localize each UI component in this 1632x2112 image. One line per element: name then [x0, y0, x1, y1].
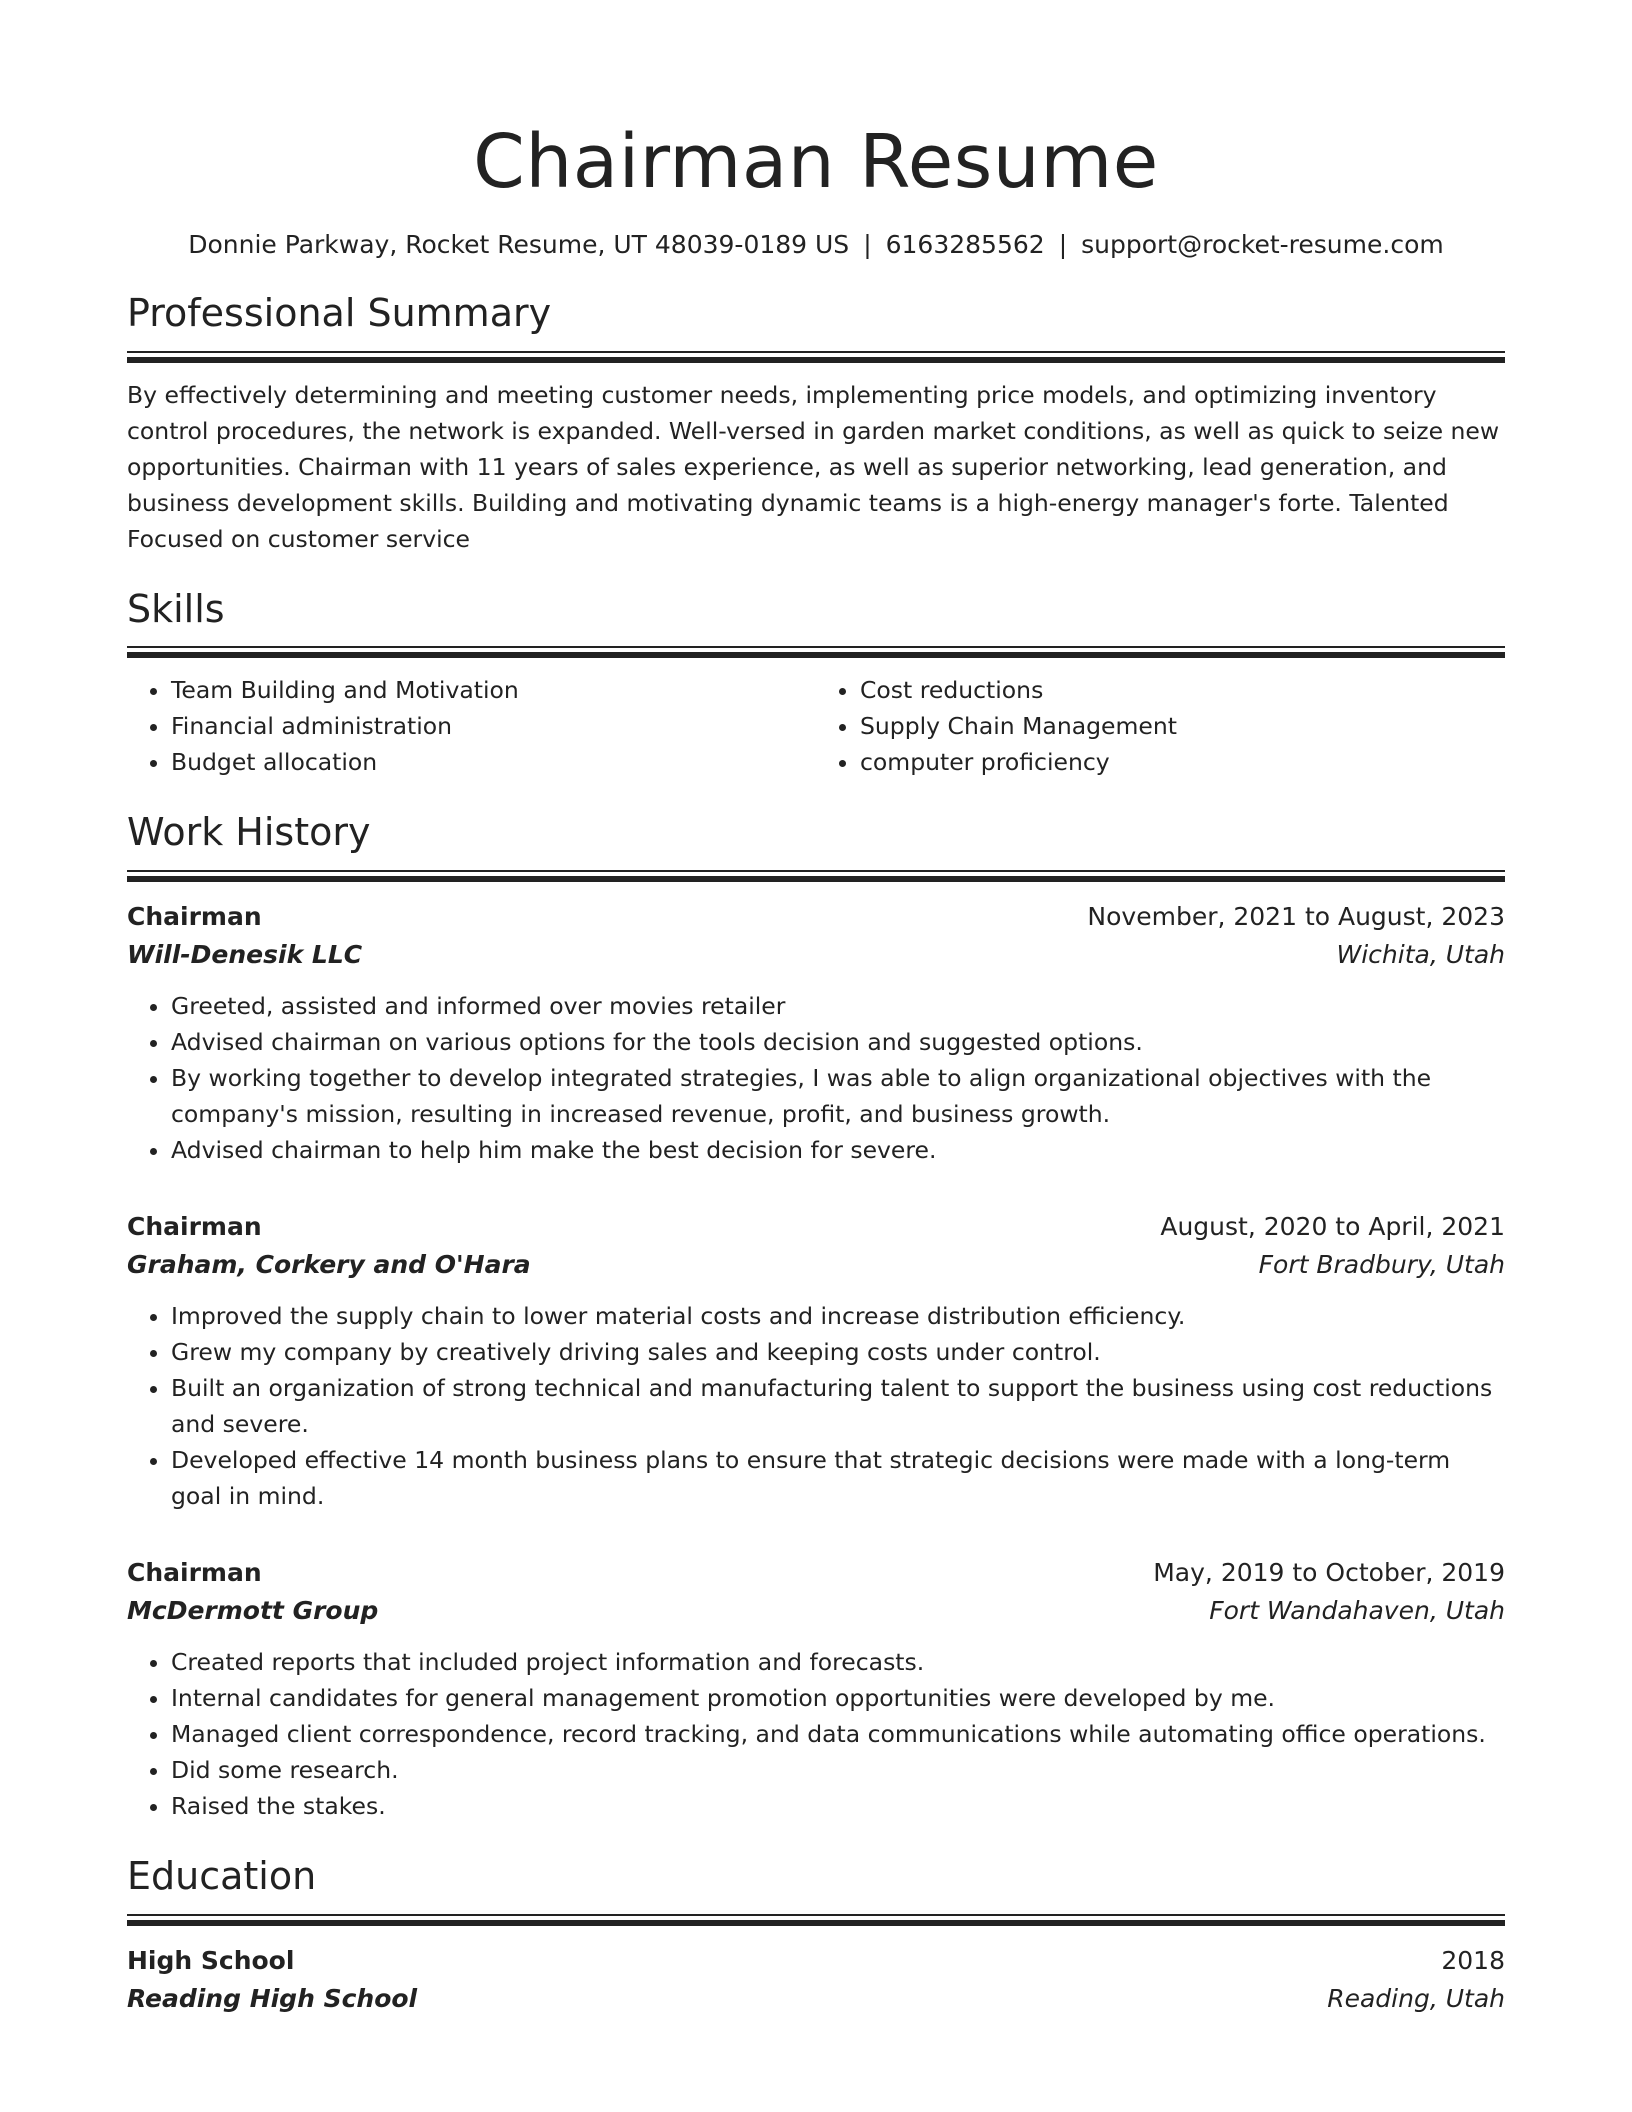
education-entry: [127, 1942, 1505, 2018]
summary-section: [127, 291, 1505, 557]
job-bullet: • Managed client correspondence, record tracking, and data communications while automating office operations.: [171, 1716, 1505, 1752]
job-bullet: • Advised chairman to help him make the best decision for severe.: [171, 1132, 1505, 1168]
skills-column-left: [127, 672, 816, 780]
job-company: McDermott Group: [127, 1596, 379, 1626]
contact-line: [127, 229, 1505, 262]
summary-text: By effectively determining and meeting customer needs, implementing price models, and optimizing inventory control procedures, the network is expanded. Well-versed in garden market conditions, as well as quick to seize new opportunities. Chairman with 11 years of sales experience, as well as superior networking, lead generation, and business development skills. Building and motivating dynamic teams is a high-energy manager's forte. Talented Focused on customer service: [127, 380, 1500, 553]
skills-heading: Skills: [127, 586, 225, 631]
job-bullet: • By working together to develop integrated strategies, I was able to align organizational objectives with the company's mission, resulting in increased revenue, profit, and business growth.: [171, 1060, 1505, 1132]
contact-phone: 6163285562: [885, 229, 1045, 259]
job-bullet: • Grew my company by creatively driving sales and keeping costs under control.: [171, 1334, 1505, 1370]
job-location: Wichita, Utah: [1336, 940, 1505, 970]
job-title: Chairman: [127, 1558, 262, 1588]
job-bullet: • Internal candidates for general management promotion opportunities were developed by me.: [171, 1680, 1505, 1716]
education-school: Reading High School: [127, 1983, 418, 2013]
work-history-heading: Work History: [127, 810, 371, 855]
job-entry: [127, 1554, 1505, 1824]
contact-separator: |: [1058, 229, 1068, 259]
education-section: [127, 1854, 1505, 2018]
job-bullet: • Created reports that included project information and forecasts.: [171, 1644, 1505, 1680]
skills-column-right: [816, 672, 1505, 780]
job-bullet: • Built an organization of strong technical and manufacturing talent to support the business using cost reductions and severe.: [171, 1370, 1505, 1442]
job-bullets: [127, 1298, 1505, 1514]
work-history-section: [127, 810, 1505, 1824]
job-bullet: • Developed effective 14 month business plans to ensure that strategic decisions were made with a long-term goal in mind.: [171, 1442, 1505, 1514]
skills-list: [127, 672, 1505, 780]
summary-heading: Professional Summary: [127, 291, 552, 336]
job-title: Chairman: [127, 1212, 262, 1242]
education-location: Reading, Utah: [1327, 1983, 1505, 2013]
skill-item: • Team Building and Motivation: [171, 672, 816, 708]
job-company: Graham, Corkery and O'Hara: [127, 1250, 531, 1280]
job-location: Fort Bradbury, Utah: [1258, 1250, 1505, 1280]
job-bullet: • Raised the stakes.: [171, 1788, 1505, 1824]
job-company: Will-Denesik LLC: [127, 940, 363, 970]
job-bullet: • Greeted, assisted and informed over movies retailer: [171, 988, 1505, 1024]
skill-item: • computer proficiency: [860, 744, 1505, 780]
section-divider: [127, 1920, 1505, 1926]
skill-item: • Budget allocation: [171, 744, 816, 780]
job-entry: [127, 1208, 1505, 1514]
skills-section: [127, 587, 1505, 781]
job-location: Fort Wandahaven, Utah: [1209, 1596, 1505, 1626]
page-title: Chairman Resume: [473, 119, 1159, 205]
section-divider: [127, 652, 1505, 658]
job-bullet: • Improved the supply chain to lower material costs and increase distribution efficiency.: [171, 1298, 1505, 1334]
job-dates: November, 2021 to August, 2023: [1087, 902, 1505, 932]
contact-address: Donnie Parkway, Rocket Resume, UT 48039-0189 US: [188, 229, 850, 259]
job-bullet: • Advised chairman on various options for the tools decision and suggested options.: [171, 1024, 1505, 1060]
job-title: Chairman: [127, 902, 262, 932]
education-heading: Education: [127, 1854, 317, 1899]
job-entry: [127, 898, 1505, 1168]
section-divider: [127, 357, 1505, 363]
job-dates: August, 2020 to April, 2021: [1160, 1212, 1505, 1242]
skill-item: • Financial administration: [171, 708, 816, 744]
job-bullets: [127, 1644, 1505, 1824]
section-divider: [127, 876, 1505, 882]
contact-separator: |: [863, 229, 872, 259]
job-bullets: [127, 988, 1505, 1168]
skill-item: • Supply Chain Management: [860, 708, 1505, 744]
job-dates: May, 2019 to October, 2019: [1153, 1558, 1505, 1588]
skill-item: • Cost reductions: [860, 672, 1505, 708]
contact-email: support@rocket-resume.com: [1081, 229, 1444, 259]
education-year: 2018: [1441, 1945, 1505, 1975]
education-degree: High School: [127, 1945, 295, 1975]
job-bullet: • Did some research.: [171, 1752, 1505, 1788]
